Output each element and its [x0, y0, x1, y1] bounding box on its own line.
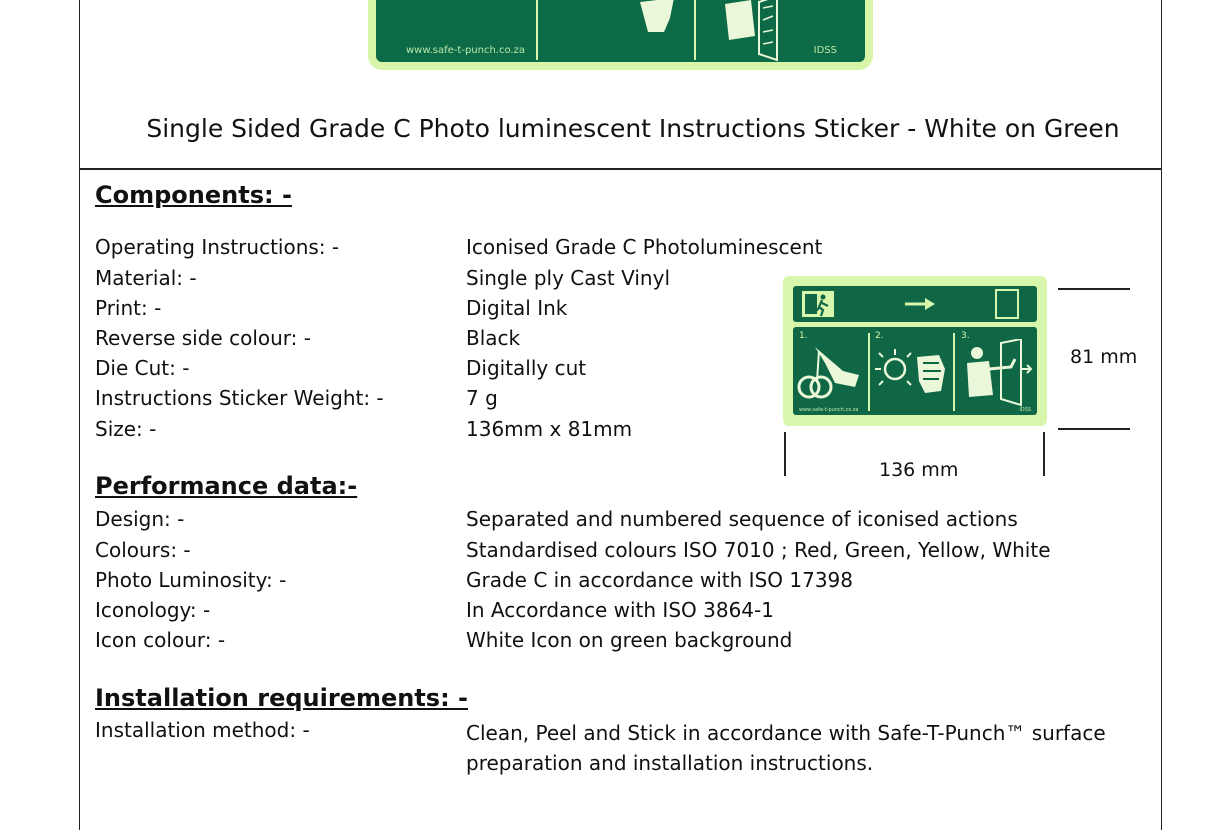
punch-fist-icon [873, 343, 951, 405]
spec-value: Standardised colours ISO 7010 ; Red, Green, Yellow, White [466, 538, 1051, 562]
spec-row [95, 326, 520, 350]
spec-label: Reverse side colour: - [95, 326, 311, 350]
spec-label: Design: - [95, 507, 185, 531]
spec-value: Digitally cut [466, 356, 587, 380]
sticker-divider [536, 0, 538, 60]
step-divider [868, 333, 870, 411]
sticker-diagram [783, 276, 1047, 426]
product-sticker-image [368, 0, 873, 70]
sticker-code: IDSS [813, 45, 837, 56]
dimension-line [1043, 432, 1045, 476]
height-dimension-label: 81 mm [1070, 346, 1138, 368]
door-frame-icon [995, 289, 1019, 319]
document-title: Single Sided Grade C Photo luminescent Instructions Sticker - White on Green [146, 114, 1120, 143]
sticker-face [376, 0, 865, 62]
performance-heading: Performance data:- [95, 472, 358, 500]
spec-row [95, 507, 1018, 531]
spec-label: Print: - [95, 296, 162, 320]
spec-row [95, 568, 853, 592]
spec-label: Photo Luminosity: - [95, 568, 287, 592]
installation-heading: Installation requirements: - [95, 684, 469, 712]
sticker-header-bar [793, 286, 1037, 322]
width-dimension-label: 136 mm [879, 459, 959, 481]
spec-label: Size: - [95, 417, 157, 441]
sticker-divider [694, 0, 696, 60]
spec-value: Separated and numbered sequence of iconised actions [466, 507, 1018, 531]
spec-row [95, 356, 586, 380]
spec-row [95, 266, 670, 290]
arrow-right-icon [903, 296, 937, 312]
spec-label: Operating Instructions: - [95, 235, 340, 259]
pull-tab-icon [797, 341, 865, 405]
spec-label: Colours: - [95, 538, 191, 562]
spec-value: Grade C in accordance with ISO 17398 [466, 568, 853, 592]
spec-value: Black [466, 326, 521, 350]
spec-row [95, 628, 792, 652]
spec-value: Clean, Peel and Stick in accordance with Safe-T-Punch™ surface preparation and installation instructions. [466, 721, 1106, 775]
spec-label: Installation method: - [95, 718, 310, 742]
door-icon [721, 0, 781, 62]
exit-door-icon [959, 339, 1035, 407]
spec-row [95, 598, 774, 622]
spec-row [95, 235, 822, 259]
spec-label: Iconology: - [95, 598, 211, 622]
spec-value: White Icon on green background [466, 628, 793, 652]
spec-label: Die Cut: - [95, 356, 190, 380]
spec-row [95, 386, 498, 410]
spec-label: Icon colour: - [95, 628, 226, 652]
sticker-instruction-panel [793, 327, 1037, 415]
exit-man-icon [801, 290, 835, 318]
sticker-url: www.safe-t-punch.co.za [406, 45, 525, 56]
spec-value: Digital Ink [466, 296, 568, 320]
step-number: 1. [799, 331, 808, 341]
spec-row [95, 296, 567, 320]
step-number: 2. [875, 331, 884, 341]
sticker-url: www.safe-t-punch.co.za [799, 407, 859, 413]
dimension-line [1058, 288, 1130, 290]
dimension-line [784, 432, 786, 476]
spec-row [95, 417, 632, 441]
spec-label: Instructions Sticker Weight: - [95, 386, 384, 410]
spec-label: Material: - [95, 266, 197, 290]
spec-value: In Accordance with ISO 3864-1 [466, 598, 774, 622]
spec-value: 136mm x 81mm [466, 417, 633, 441]
spec-value: Single ply Cast Vinyl [466, 266, 670, 290]
hand-icon [634, 0, 682, 34]
components-heading: Components: - [95, 181, 292, 209]
step-number: 3. [961, 331, 970, 341]
step-divider [953, 333, 955, 411]
spec-row [95, 538, 1051, 562]
sticker-code: IDSS [1019, 407, 1031, 413]
spec-value: 7 g [466, 386, 498, 410]
spec-row [95, 718, 1126, 778]
dimension-line [1058, 428, 1130, 430]
spec-value: Iconised Grade C Photoluminescent [466, 235, 823, 259]
